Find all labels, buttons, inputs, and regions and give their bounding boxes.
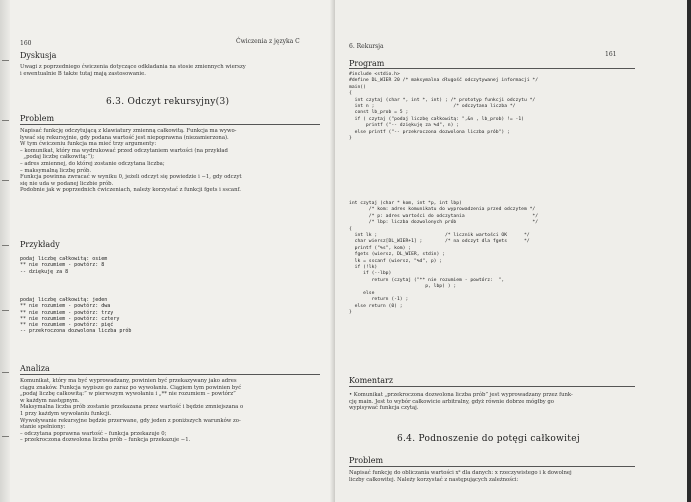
example-2	[20, 297, 131, 335]
text-line: „podaj liczbę całkowitą:”);	[20, 154, 95, 161]
text-line: if ( czytaj ("podaj liczbę całkowitą: ",&n , lb_prob) != -1)	[349, 116, 524, 122]
text-line: Uwagi z poprzedniego ćwiczenia dotyczące odkładania na stosie zmiennych wierszy	[20, 64, 246, 70]
problem-text	[20, 128, 320, 194]
text-line: • Komunikat „przekroczona dozwolona liczba prób” jest wyprowadzany przez funk-	[349, 392, 573, 398]
text-line: liczby całkowitej. Należy korzystać z następujących zależności:	[349, 476, 519, 483]
text-line: Wywoływanie rekursyjne będzie przerwane, gdy jeden z poniższych warunków zo-	[20, 417, 241, 424]
section-rule	[349, 386, 635, 387]
text-line: -- dziękuję za 8	[20, 268, 69, 275]
text-line: printf ("-- dziękuję za %d", n) ;	[349, 123, 460, 129]
text-line: ** nie rozumiem - powtórz: 8	[20, 262, 105, 269]
edge-tick	[2, 310, 9, 311]
text-line: Maksymalna liczba prób zostanie przekazana przez wartość i będzie zmniejszana o	[20, 404, 244, 411]
right-running-header: 6. Rekursja	[349, 43, 384, 50]
text-line: {	[349, 226, 352, 232]
text-line: i ewentualnie B także tutaj mają zastosowanie.	[20, 70, 146, 77]
text-line: podaj liczbę całkowitą: osiem	[20, 256, 108, 262]
text-line: int czytaj (char * kom, int *p, int lbp)	[349, 201, 462, 206]
text-line: printf ("%s", kom) ;	[349, 245, 412, 251]
text-line: 1 przy każdym wywołaniu funkcji.	[20, 410, 111, 417]
edge-tick	[2, 60, 9, 61]
edge-tick	[2, 180, 9, 181]
page-edge	[0, 0, 10, 502]
analiza-text	[20, 378, 320, 444]
text-line: – przekroczona dozwolona liczba prób – funkcja przekazuje −1.	[20, 437, 191, 444]
text-line: stanie spełniony:	[20, 424, 66, 431]
text-line: Funkcja powinna zwracać w wyniku 0, jeżeli odczyt się powiedzie i −1, gdy odczyt	[20, 174, 242, 181]
text-line: int n ; /* odczytana liczba */	[349, 104, 516, 110]
left-running-header: Ćwiczenia z języka C	[236, 38, 300, 45]
scan-border	[687, 0, 691, 502]
text-line: ** nie rozumiem - powtórz: dwa	[20, 303, 111, 310]
text-line: else printf ("-- przekroczona dozwolona liczba prób") ;	[349, 129, 510, 135]
right-page	[335, 0, 691, 502]
text-line: else return (0) ;	[349, 303, 403, 309]
text-line: – komunikat, który ma wydrukować przed odczytaniem wartości (na przykład	[20, 147, 228, 154]
text-line: }	[349, 136, 352, 142]
text-line: #include <stdio.h>	[349, 72, 400, 77]
text-line: p, lbp) ) ;	[349, 284, 457, 290]
section-rule	[349, 466, 635, 467]
edge-tick	[2, 436, 9, 437]
text-line: /* p: adres wartości do odczytania */	[349, 213, 539, 219]
text-line: ** nie rozumiem - powtórz: cztery	[20, 315, 120, 322]
program-code-main	[349, 72, 538, 142]
przyklady-heading: Przykłady	[20, 240, 60, 249]
section-rule	[349, 68, 635, 69]
section-title-6-4: 6.4. Podnoszenie do potęgi całkowitej	[397, 434, 580, 444]
text-line: main()	[349, 84, 366, 90]
text-line: else	[349, 290, 375, 296]
section-title-6-3: 6.3. Odczyt rekursyjny(3)	[106, 97, 230, 107]
right-page-number: 161	[605, 51, 617, 58]
text-line: const lb_prob = 5 ;	[349, 110, 409, 116]
text-line: /* lbp: liczba dozwolonych prób */	[349, 220, 539, 226]
left-page	[0, 0, 335, 502]
komentarz-text	[349, 392, 639, 412]
text-line: char wiersz[DL_WIER+1] ; /* na odczyt dla fgets */	[349, 239, 530, 245]
dyskusja-heading: Dyskusja	[20, 51, 57, 60]
text-line: #define DL_WIER 20 /* maksymalna długość odczytywanej informacji */	[349, 78, 539, 84]
edge-tick	[2, 120, 9, 121]
text-line: Napisać funkcję odczytującą z klawiatury zmienną całkowitą. Funkcja ma wywo-	[20, 128, 237, 134]
text-line: }	[349, 309, 352, 315]
section-rule	[20, 124, 320, 125]
text-line: wypisywać funkcja czytaj.	[349, 405, 419, 412]
text-line: int lk ; /* licznik wartości OK */	[349, 233, 530, 239]
text-line: – maksymalną liczbę prób.	[20, 167, 92, 174]
program-code-czytaj	[349, 201, 538, 316]
text-line: „podaj liczbę całkowitą:” w pierwszym wywołaniu i „** nie rozumiem – powtórz”	[20, 391, 236, 398]
text-line: ** nie rozumiem - powtórz: pięć	[20, 322, 114, 329]
text-line: return (czytaj ("** nie rozumiem - powtórz: ",	[349, 277, 505, 283]
text-line: podaj liczbę całkowitą: jeden	[20, 297, 108, 303]
text-line: Komunikat, który ma być wyprowadzany, powinien być przekazywany jako adres	[20, 378, 237, 384]
text-line: return (-1) ;	[349, 297, 409, 303]
text-line: ływać się rekursyjnie, gdy podana wartość jest niepoprawna (niezamierzona).	[20, 134, 229, 141]
text-line: Napisać funkcję do obliczania wartości xᵏ dla danych: x rzeczywistego i k dowolnej	[349, 470, 572, 476]
program-heading: Program	[349, 59, 385, 68]
edge-tick	[2, 372, 9, 373]
example-1	[20, 256, 107, 275]
text-line: lk = sscanf (wiersz, "%d", p) ;	[349, 258, 443, 264]
dyskusja-text	[20, 64, 318, 77]
text-line: if (--lbp)	[349, 271, 392, 277]
text-line: -- przekroczona dozwolona liczba prób	[20, 328, 132, 335]
text-line: – odczytana poprawna wartość – funkcja przekazuje 0;	[20, 430, 167, 437]
edge-tick	[2, 245, 9, 246]
text-line: W tym ćwiczeniu funkcja ma mieć trzy argumenty:	[20, 141, 157, 148]
text-line: /* kom: adres komunikatu do wyprowadzenia przed odczytem */	[349, 207, 536, 213]
text-line: w każdym następnym.	[20, 397, 80, 404]
komentarz-heading: Komentarz	[349, 376, 394, 385]
analiza-heading: Analiza	[20, 364, 50, 373]
text-line: int czytaj (char *, int *, int) ; /* prototyp funkcji odczytu */	[349, 97, 536, 103]
text-line: cję main. Jest to wybór całkowicie arbitralny, gdyż równie dobrze mógłby go	[349, 398, 555, 405]
problem-text-2	[349, 470, 649, 483]
left-page-number: 160	[20, 40, 32, 47]
text-line: fgets (wiersz, DL_WIER, stdin) ;	[349, 252, 445, 258]
text-line: {	[349, 91, 352, 97]
text-line: ciągu znaków. Funkcja wypisze go zaraz po wywołaniu. Ciągiem tym powinien być	[20, 384, 242, 391]
text-line: if (!lk)	[349, 265, 378, 271]
text-line: ** nie rozumiem - powtórz: trzy	[20, 309, 114, 316]
problem-heading: Problem	[20, 114, 55, 123]
section-rule	[20, 374, 320, 375]
problem-heading-2: Problem	[349, 456, 384, 465]
text-line: się nie uda w podanej liczbie prób.	[20, 180, 114, 187]
text-line: Podobnie jak w poprzednich ćwiczeniach, należy korzystać z funkcji fgets i sscanf.	[20, 187, 241, 194]
text-line: – adres zmiennej, do której zostanie odczytana liczba;	[20, 160, 165, 167]
